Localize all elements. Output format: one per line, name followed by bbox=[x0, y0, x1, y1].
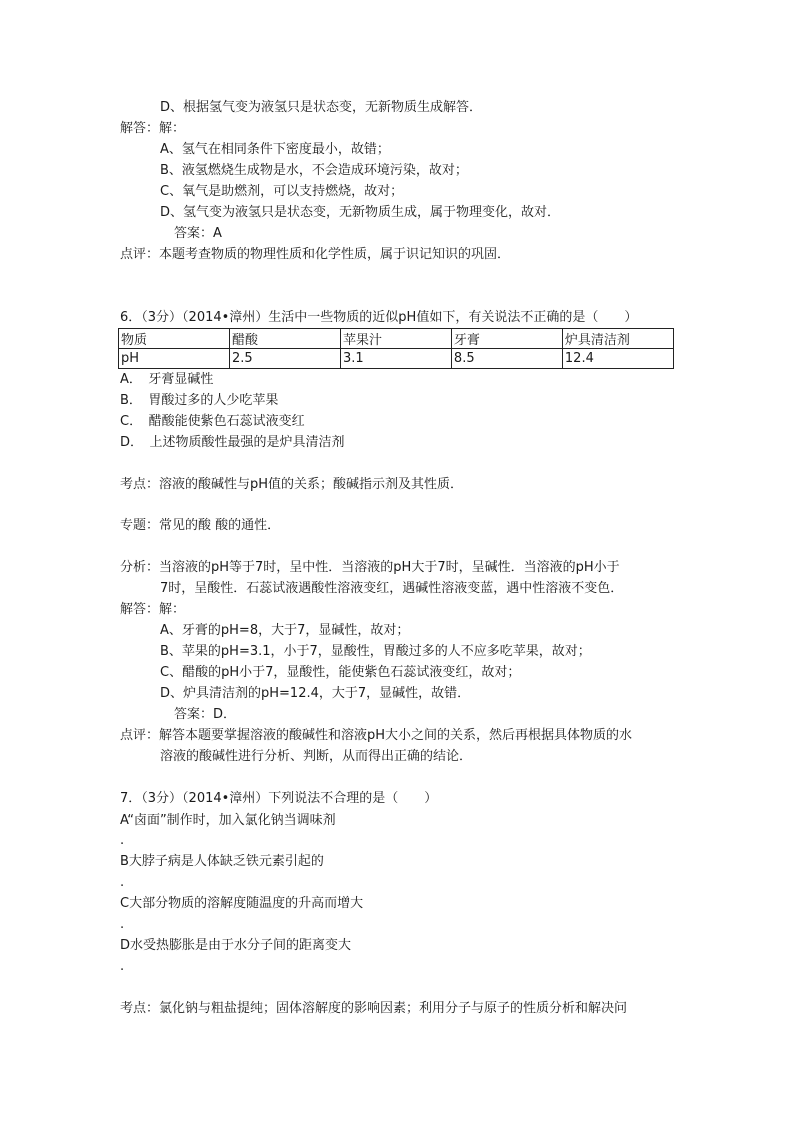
table-row bbox=[119, 329, 674, 349]
q5-answer-c: C、氧气是助燃剂，可以支持燃烧，故对； bbox=[160, 184, 404, 199]
q6-option-d: D． 上述物质酸性最强的是炉具清洁剂 bbox=[120, 435, 345, 450]
q6-answer-c: C、醋酸的pH小于7，显酸性，能使紫色石蕊试液变红，故对； bbox=[160, 665, 521, 680]
table-header-cell: 苹果汁 bbox=[340, 329, 451, 349]
q5-analysis-d: D、根据氢气变为液氢只是状态变，无新物质生成解答． bbox=[160, 100, 483, 115]
q6-final-answer: 答案：D． bbox=[174, 707, 237, 722]
table-cell: 12.4 bbox=[562, 349, 673, 369]
q6-answer-a: A、牙膏的pH=8，大于7，显碱性，故对； bbox=[160, 623, 410, 638]
q6-option-c: C． 醋酸能使紫色石蕊试液变红 bbox=[120, 414, 305, 429]
q7-kaodian: 考点：氯化钠与粗盐提纯；固体溶解度的影响因素；利用分子与原子的性质分析和解决问 bbox=[120, 1001, 628, 1016]
q6-stem: 6．（3分）（2014•漳州）生活中一些物质的近似pH值如下，有关说法不正确的是（ ） bbox=[120, 310, 638, 325]
table-header-cell: 醋酸 bbox=[229, 329, 340, 349]
q6-option-a: A． 牙膏显碱性 bbox=[120, 372, 214, 387]
q7-option-a: A“卤面”制作时，加入氯化钠当调味剂 bbox=[120, 813, 336, 828]
q5-final-answer: 答案：A bbox=[174, 226, 222, 241]
q6-answer-label: 解答：解： bbox=[120, 602, 186, 617]
q5-answer-b: B、液氢燃烧生成物是水，不会造成环境污染，故对； bbox=[160, 163, 468, 178]
table-header-cell: 炉具清洁剂 bbox=[562, 329, 673, 349]
q7-option-b: B大脖子病是人体缺乏铁元素引起的 bbox=[120, 854, 324, 869]
q6-zhuanti: 专题：常见的酸 酸的通性． bbox=[120, 518, 281, 533]
q7-option-c: C大部分物质的溶解度随温度的升高而增大 bbox=[120, 896, 364, 911]
ph-table bbox=[118, 328, 674, 369]
table-header-cell: 牙膏 bbox=[451, 329, 562, 349]
q5-comment: 点评：本题考查物质的物理性质和化学性质，属于识记知识的巩固． bbox=[120, 247, 511, 262]
q5-answer-label: 解答：解： bbox=[120, 121, 186, 136]
q6-analysis-line1: 分析：当溶液的pH等于7时，呈中性．当溶液的pH大于7时，呈碱性．当溶液的pH小于 bbox=[120, 560, 620, 575]
q6-comment-line1: 点评：解答本题要掌握溶液的酸碱性和溶液pH大小之间的关系，然后再根据具体物质的水 bbox=[120, 728, 633, 743]
q6-answer-d: D、炉具清洁剂的pH=12.4，大于7，显碱性，故错． bbox=[160, 686, 471, 701]
q7-option-d: D水受热膨胀是由于水分子间的距离变大 bbox=[120, 938, 352, 953]
q7-stem: 7．（3分）（2014•漳州）下列说法不合理的是（ ） bbox=[120, 791, 438, 806]
q6-comment-line2: 溶液的酸碱性进行分析、判断，从而得出正确的结论． bbox=[160, 749, 473, 764]
q5-answer-a: A、氢气在相同条件下密度最小，故错； bbox=[160, 142, 390, 157]
q7-option-dot: . bbox=[120, 959, 125, 974]
q7-option-dot: . bbox=[120, 917, 125, 932]
table-cell: 3.1 bbox=[340, 349, 451, 369]
q6-option-b: B． 胃酸过多的人少吃苹果 bbox=[120, 393, 279, 408]
table-row bbox=[119, 349, 674, 369]
q6-analysis-line2: 7时，呈酸性．石蕊试液遇酸性溶液变红，遇碱性溶液变蓝，遇中性溶液不变色． bbox=[160, 581, 624, 596]
table-cell: 2.5 bbox=[229, 349, 340, 369]
q6-answer-b: B、苹果的pH=3.1，小于7，显酸性，胃酸过多的人不应多吃苹果，故对； bbox=[160, 644, 591, 659]
table-header-cell: 物质 bbox=[119, 329, 230, 349]
table-cell: 8.5 bbox=[451, 349, 562, 369]
table-cell: pH bbox=[119, 349, 230, 369]
q6-kaodian: 考点：溶液的酸碱性与pH值的关系；酸碱指示剂及其性质． bbox=[120, 477, 464, 492]
q7-option-dot: . bbox=[120, 875, 125, 890]
q7-option-dot: . bbox=[120, 833, 125, 848]
q5-answer-d: D、氢气变为液氢只是状态变，无新物质生成，属于物理变化，故对． bbox=[160, 205, 561, 220]
